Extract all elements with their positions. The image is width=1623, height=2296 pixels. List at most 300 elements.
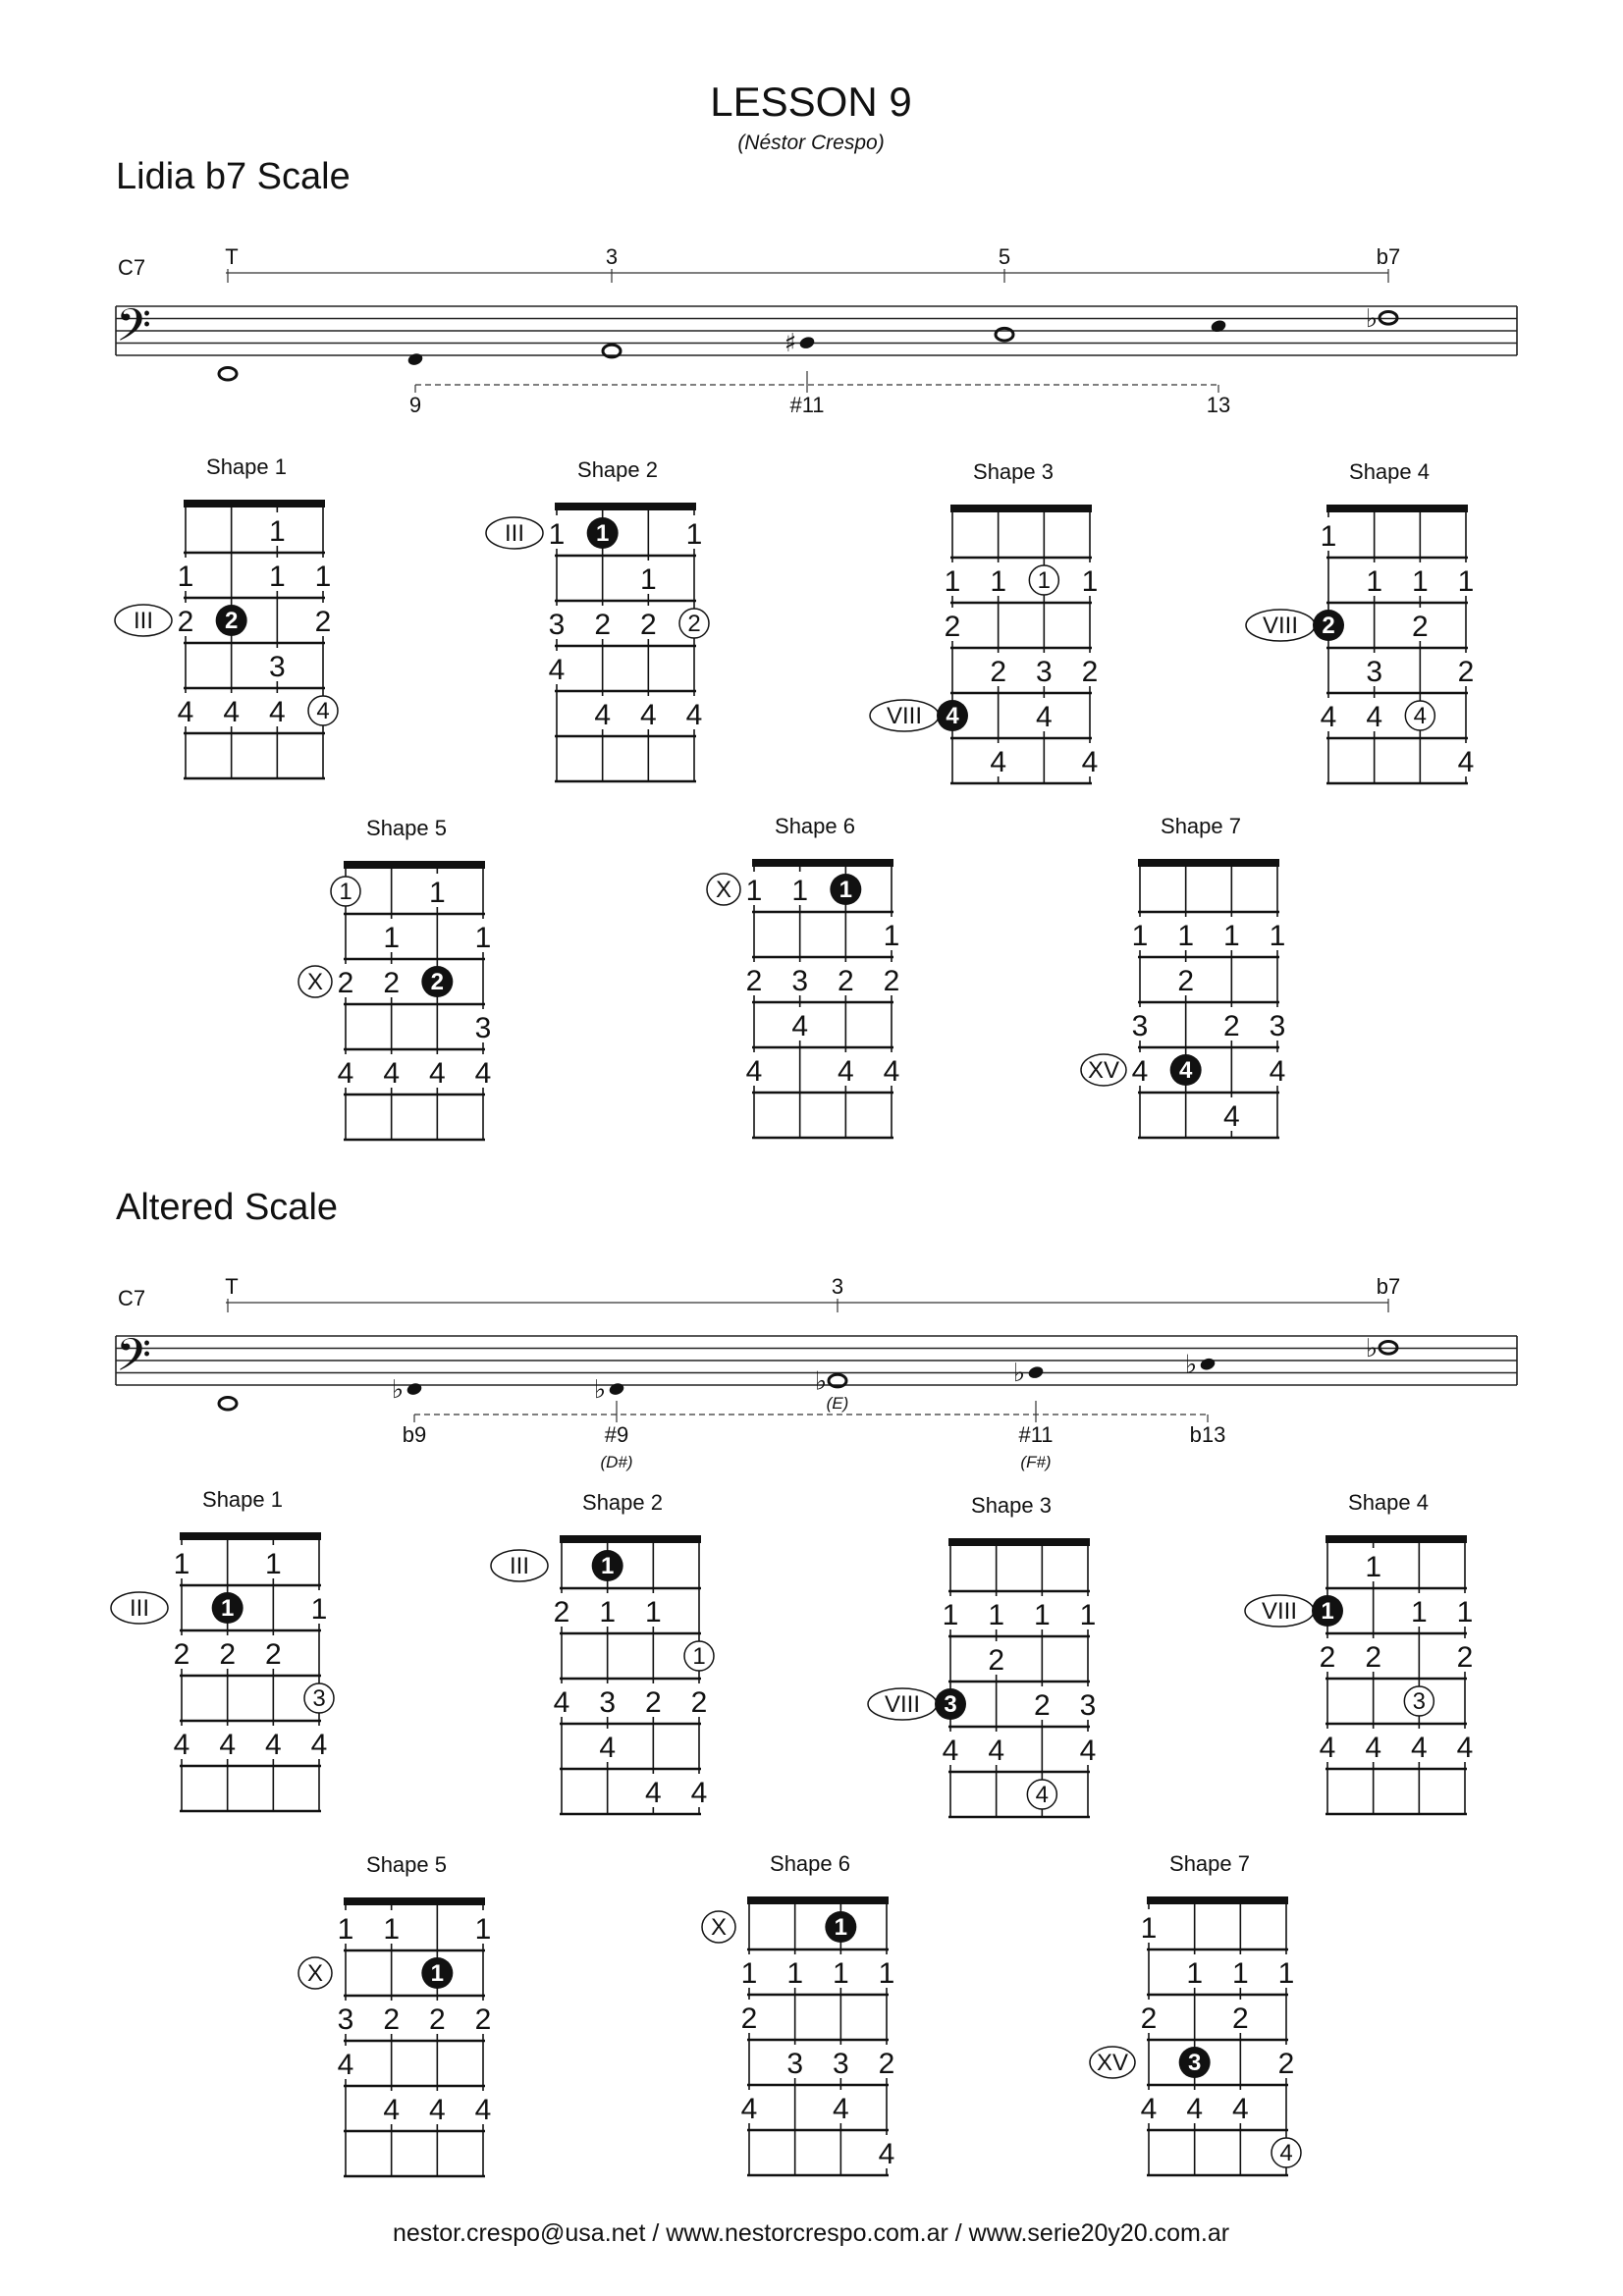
fretboard-nut [747, 1896, 889, 1904]
fretboard-shape [870, 459, 1101, 783]
finger-digit: 1 [1411, 565, 1429, 598]
finger-digit: 1 [1131, 920, 1149, 952]
finger-number [171, 1635, 192, 1671]
chord-tone-line [225, 1274, 1400, 1312]
circled-finger [308, 696, 338, 725]
note-head [219, 367, 237, 380]
finger-digit: 2 [878, 2048, 895, 2080]
interval-label: b7 [1376, 1274, 1401, 1299]
finger-digit: 1 [1410, 1596, 1428, 1629]
flat-icon: ♭ [1012, 1359, 1026, 1389]
finger-digit: 4 [173, 1729, 190, 1761]
finger-number [1317, 1729, 1338, 1764]
finger-digit: 4 [690, 1777, 708, 1809]
finger-number [1077, 1686, 1099, 1722]
finger-number [830, 1954, 851, 1990]
position-marker [1245, 1595, 1314, 1627]
finger-number [940, 1596, 961, 1631]
finger-number [1229, 2000, 1251, 2035]
finger-digit: 2 [837, 965, 854, 997]
finger-digit: 4 [1319, 1732, 1336, 1764]
finger-number [789, 1007, 811, 1042]
finger-number [1455, 653, 1477, 688]
finger-number [1077, 1732, 1099, 1767]
finger-number [637, 561, 659, 596]
finger-digit: 3 [1035, 656, 1053, 688]
position-marker [870, 700, 939, 731]
enharmonic-label: (D#) [600, 1453, 633, 1471]
finger-digit: 1 [1320, 520, 1337, 553]
finger-digit: 4 [594, 699, 612, 731]
finger-digit: 2 [1177, 965, 1195, 997]
scale-note [815, 1367, 846, 1397]
chord-tone-line [225, 244, 1400, 283]
finger-number [335, 1910, 356, 1946]
finger-number [1220, 1097, 1242, 1133]
note-head [1199, 1357, 1217, 1371]
finger-number [597, 1729, 619, 1764]
finger-digit: 4 [740, 2093, 758, 2125]
tension-label: #11 [789, 393, 825, 417]
finger-number [1318, 517, 1339, 553]
fretboard-nut [1138, 859, 1279, 867]
finger-number [988, 653, 1009, 688]
scale-note [996, 328, 1013, 341]
circled-finger-number: 1 [1037, 567, 1052, 594]
finger-digit: 2 [990, 656, 1007, 688]
position-marker [111, 1592, 168, 1624]
finger-number [1275, 1954, 1297, 1990]
finger-digit: 2 [314, 606, 332, 638]
finger-digit: 2 [219, 1638, 237, 1671]
finger-number [1184, 2090, 1206, 2125]
root-finger-number: 4 [1178, 1057, 1193, 1084]
finger-digit: 1 [1140, 1912, 1158, 1945]
finger-number [381, 964, 403, 999]
finger-number [986, 1596, 1007, 1631]
finger-digit: 2 [988, 1644, 1005, 1677]
finger-number [1031, 1596, 1053, 1631]
finger-number [546, 515, 568, 551]
finger-digit: 4 [474, 1057, 492, 1090]
fretboard-shape [1090, 1851, 1301, 2175]
finger-digit: 3 [474, 1012, 492, 1044]
root-finger [935, 1688, 966, 1720]
finger-digit: 4 [177, 696, 194, 728]
tension-label: #11 [1018, 1422, 1054, 1447]
finger-number [1317, 1638, 1338, 1674]
fretboard-shape [115, 454, 338, 778]
finger-digit: 3 [337, 2003, 354, 2036]
finger-digit: 4 [639, 699, 657, 731]
finger-digit: 4 [428, 2094, 446, 2126]
position-numeral: XV [1096, 2050, 1129, 2076]
finger-digit: 1 [832, 1957, 849, 1990]
finger-digit: 3 [599, 1686, 617, 1719]
finger-number [738, 1954, 760, 1990]
circled-finger-number: 1 [692, 1643, 706, 1670]
finger-number [1363, 1638, 1384, 1674]
finger-digit: 1 [264, 1548, 282, 1580]
finger-number [472, 919, 494, 954]
finger-number [986, 1732, 1007, 1767]
shape-label: Shape 2 [582, 1490, 663, 1515]
root-finger-number: 4 [946, 703, 959, 729]
finger-number [217, 1726, 239, 1761]
circled-finger [304, 1683, 334, 1713]
finger-number [1455, 562, 1477, 598]
finger-number [381, 1054, 403, 1090]
finger-digit: 4 [1269, 1055, 1286, 1088]
fretboard-nut [184, 500, 325, 507]
finger-digit: 1 [1456, 1596, 1474, 1629]
finger-number [171, 1726, 192, 1761]
circled-finger [331, 877, 360, 906]
finger-number [335, 2001, 356, 2036]
position-numeral: VIII [1261, 1598, 1298, 1625]
finger-number [335, 1054, 356, 1090]
position-marker [298, 966, 332, 997]
note-head [219, 1397, 237, 1410]
page-title: LESSON 9 [710, 79, 912, 125]
finger-digit: 4 [599, 1732, 617, 1764]
finger-digit: 2 [1457, 656, 1475, 688]
finger-number [1138, 1909, 1160, 1945]
finger-number [876, 2045, 897, 2080]
finger-digit: 2 [944, 611, 961, 643]
finger-number [381, 919, 403, 954]
finger-digit: 3 [1269, 1010, 1286, 1042]
finger-digit: 1 [314, 561, 332, 593]
finger-number [1454, 1593, 1476, 1629]
finger-digit: 4 [383, 1057, 401, 1090]
root-finger-number: 1 [600, 1553, 615, 1579]
root-finger [1179, 2047, 1211, 2078]
finger-number [988, 743, 1009, 778]
tension-bracket [403, 1394, 1226, 1471]
finger-number [266, 693, 288, 728]
finger-digit: 2 [644, 1686, 662, 1719]
position-numeral: X [715, 877, 732, 903]
finger-number [592, 696, 614, 731]
note-head [798, 335, 816, 349]
root-finger-number: 1 [430, 1960, 445, 1987]
finger-number [266, 512, 288, 548]
finger-digit: 2 [1319, 1641, 1336, 1674]
finger-number [789, 962, 811, 997]
finger-number [308, 1590, 330, 1626]
position-numeral: X [710, 1914, 728, 1941]
circled-finger-number: 3 [312, 1685, 326, 1712]
finger-number [472, 1054, 494, 1090]
finger-number [381, 1910, 403, 1946]
finger-number [262, 1545, 284, 1580]
finger-number [381, 2001, 403, 2036]
finger-number [312, 603, 334, 638]
fretboard-shape [491, 1490, 714, 1814]
position-numeral: III [509, 1553, 530, 1579]
finger-number [830, 2045, 851, 2080]
finger-digit: 1 [548, 518, 566, 551]
fretboard-nut [555, 503, 696, 510]
finger-number [835, 962, 856, 997]
finger-digit: 4 [1131, 1055, 1149, 1088]
finger-digit: 2 [1365, 1641, 1382, 1674]
finger-digit: 1 [1222, 920, 1240, 952]
finger-digit: 1 [1081, 565, 1099, 598]
finger-number [266, 648, 288, 683]
finger-number [472, 2001, 494, 2036]
finger-digit: 2 [1411, 611, 1429, 643]
root-finger [216, 605, 247, 636]
finger-number [1363, 1548, 1384, 1583]
position-numeral: VIII [1262, 613, 1299, 639]
root-finger-number: 1 [1321, 1598, 1334, 1625]
finger-number [312, 558, 334, 593]
finger-digit: 1 [337, 1913, 354, 1946]
section-title: Lidia b7 Scale [116, 156, 351, 197]
finger-digit: 4 [310, 1729, 328, 1761]
interval-label: 5 [998, 244, 1011, 269]
finger-number [988, 562, 1009, 598]
finger-number [1138, 2000, 1160, 2035]
shape-label: Shape 3 [973, 459, 1054, 484]
finger-number [1079, 653, 1101, 688]
position-numeral: VIII [884, 1691, 921, 1718]
finger-number [426, 1054, 448, 1090]
finger-number [1267, 917, 1288, 952]
circled-finger-number: 4 [1279, 2140, 1293, 2166]
finger-digit: 2 [740, 2002, 758, 2035]
finger-digit: 1 [1231, 1957, 1249, 1990]
fretboard-nut [948, 1538, 1090, 1546]
finger-digit: 1 [1366, 565, 1383, 598]
shape-label: Shape 4 [1348, 1490, 1429, 1515]
finger-digit: 2 [1140, 2002, 1158, 2035]
fretboard-nut [752, 859, 893, 867]
finger-digit: 4 [883, 1055, 900, 1088]
position-numeral: XV [1087, 1057, 1120, 1084]
finger-number [1364, 562, 1385, 598]
finger-digit: 4 [1081, 746, 1099, 778]
finger-number [1454, 1729, 1476, 1764]
finger-number [1079, 743, 1101, 778]
finger-digit: 1 [1269, 920, 1286, 952]
root-finger [825, 1911, 856, 1943]
finger-number [175, 558, 196, 593]
position-marker [486, 517, 543, 549]
finger-number [1275, 2045, 1297, 2080]
finger-digit: 1 [1365, 1551, 1382, 1583]
finger-digit: 1 [1186, 1957, 1204, 1990]
finger-digit: 4 [791, 1010, 809, 1042]
finger-number [1267, 1052, 1288, 1088]
finger-number [830, 2090, 851, 2125]
enharmonic-label: (F#) [1020, 1453, 1052, 1471]
root-finger [1170, 1054, 1202, 1086]
finger-number [743, 962, 765, 997]
finger-number [1220, 1007, 1242, 1042]
tension-label: 13 [1206, 393, 1231, 417]
circled-finger-number: 4 [316, 698, 330, 724]
fretboard-shape [1245, 1490, 1476, 1814]
finger-digit: 2 [690, 1686, 708, 1719]
finger-digit: 4 [1222, 1100, 1240, 1133]
finger-digit: 4 [1140, 2093, 1158, 2125]
finger-digit: 4 [337, 2049, 354, 2081]
finger-number [335, 2046, 356, 2081]
interval-label: 3 [605, 244, 619, 269]
finger-number [1409, 562, 1431, 598]
finger-number [1363, 1729, 1384, 1764]
root-finger-number: 2 [1322, 613, 1335, 639]
bass-staff [116, 299, 1517, 380]
finger-digit: 1 [474, 1913, 492, 1946]
finger-number [784, 1954, 806, 1990]
finger-digit: 2 [1456, 1641, 1474, 1674]
finger-digit: 1 [428, 877, 446, 909]
circled-finger-number: 1 [339, 879, 352, 905]
finger-digit: 2 [383, 2003, 401, 2036]
finger-number [683, 515, 705, 551]
finger-digit: 3 [786, 2048, 804, 2080]
position-marker [1081, 1054, 1126, 1086]
finger-digit: 4 [1457, 746, 1475, 778]
tension-label: b13 [1189, 1422, 1226, 1447]
finger-digit: 1 [878, 1957, 895, 1990]
finger-digit: 4 [428, 1057, 446, 1090]
finger-digit: 4 [837, 1055, 854, 1088]
interval-label: T [225, 244, 239, 269]
finger-digit: 1 [639, 563, 657, 596]
finger-number [688, 1683, 710, 1719]
finger-digit: 2 [264, 1638, 282, 1671]
chord-symbol: C7 [118, 255, 146, 280]
finger-number [1455, 743, 1477, 778]
finger-number [1318, 698, 1339, 733]
note-head [1027, 1364, 1045, 1379]
scale-note [594, 1375, 625, 1405]
finger-number [1267, 1007, 1288, 1042]
fretboard-shape [868, 1493, 1099, 1817]
author-credit: (Néstor Crespo) [737, 132, 885, 154]
finger-digit: 1 [1177, 920, 1195, 952]
finger-number [876, 1954, 897, 1990]
finger-digit: 2 [883, 965, 900, 997]
finger-number [335, 964, 356, 999]
finger-digit: 4 [223, 696, 241, 728]
finger-number [217, 1635, 239, 1671]
fretboard-nut [560, 1535, 701, 1543]
fretboard-shape [298, 816, 494, 1140]
fretboard-nut [950, 505, 1092, 512]
circled-finger [679, 609, 709, 638]
bass-clef: 𝄢 [116, 1329, 152, 1393]
finger-digit: 4 [1186, 2093, 1204, 2125]
finger-number [426, 874, 448, 909]
scale-note [406, 351, 424, 366]
finger-digit: 3 [1079, 1689, 1097, 1722]
finger-digit: 1 [944, 565, 961, 598]
finger-digit: 1 [268, 515, 286, 548]
finger-number [1077, 1596, 1099, 1631]
tension-label: b9 [402, 1422, 427, 1447]
chord-symbol: C7 [118, 1286, 146, 1310]
finger-digit: 2 [428, 2003, 446, 2036]
position-marker [1090, 2047, 1135, 2078]
scale-section [111, 1187, 1517, 2176]
finger-digit: 1 [268, 561, 286, 593]
position-numeral: III [129, 1595, 150, 1622]
interval-label: T [225, 1274, 239, 1299]
finger-digit: 4 [832, 2093, 849, 2125]
finger-number [642, 1774, 664, 1809]
note-head [996, 328, 1013, 341]
shape-label: Shape 5 [366, 816, 447, 840]
finger-digit: 1 [745, 875, 763, 907]
flat-icon: ♭ [1365, 303, 1379, 334]
finger-digit: 2 [639, 609, 657, 641]
fretboard-shape [702, 1851, 897, 2175]
finger-number [1364, 653, 1385, 688]
shape-label: Shape 6 [770, 1851, 850, 1876]
finger-number [738, 2000, 760, 2035]
root-finger-number: 1 [834, 1914, 848, 1941]
root-finger [1312, 1595, 1343, 1627]
finger-number [642, 1593, 664, 1629]
finger-digit: 4 [1456, 1732, 1474, 1764]
flat-icon: ♭ [593, 1375, 607, 1406]
fretboard-nut [1326, 505, 1468, 512]
finger-number [381, 2091, 403, 2126]
fretboard-nut [344, 1897, 485, 1905]
position-marker [868, 1688, 937, 1720]
finger-number [688, 1774, 710, 1809]
finger-number [171, 1545, 192, 1580]
position-numeral: III [133, 608, 154, 634]
finger-digit: 2 [1231, 2002, 1249, 2035]
finger-digit: 4 [264, 1729, 282, 1761]
finger-number [597, 1683, 619, 1719]
finger-digit: 3 [1366, 656, 1383, 688]
finger-digit: 2 [1222, 1010, 1240, 1042]
root-finger [421, 966, 453, 997]
finger-number [546, 651, 568, 686]
finger-number [683, 696, 705, 731]
enharmonic-label: (E) [826, 1394, 849, 1413]
fretboard-shape [1081, 814, 1288, 1138]
finger-digit: 4 [1231, 2093, 1249, 2125]
finger-number [738, 2090, 760, 2125]
finger-digit: 1 [988, 1599, 1005, 1631]
finger-digit: 4 [1320, 701, 1337, 733]
finger-digit: 1 [1033, 1599, 1051, 1631]
finger-number [881, 917, 902, 952]
root-finger-number: 2 [430, 969, 445, 995]
fretboard-nut [1147, 1896, 1288, 1904]
fretboard-shape [111, 1487, 334, 1811]
section-title: Altered Scale [116, 1187, 339, 1228]
footer-links[interactable]: nestor.crespo@usa.net / www.nestorcrespo.com.ar / www.serie20y20.com.ar [392, 2219, 1230, 2247]
finger-digit: 1 [883, 920, 900, 952]
finger-number [262, 1726, 284, 1761]
finger-digit: 2 [383, 967, 401, 999]
circled-finger [1027, 1780, 1056, 1809]
finger-number [1454, 1638, 1476, 1674]
finger-number [940, 1732, 961, 1767]
position-marker [491, 1550, 548, 1581]
finger-digit: 4 [942, 1735, 959, 1767]
